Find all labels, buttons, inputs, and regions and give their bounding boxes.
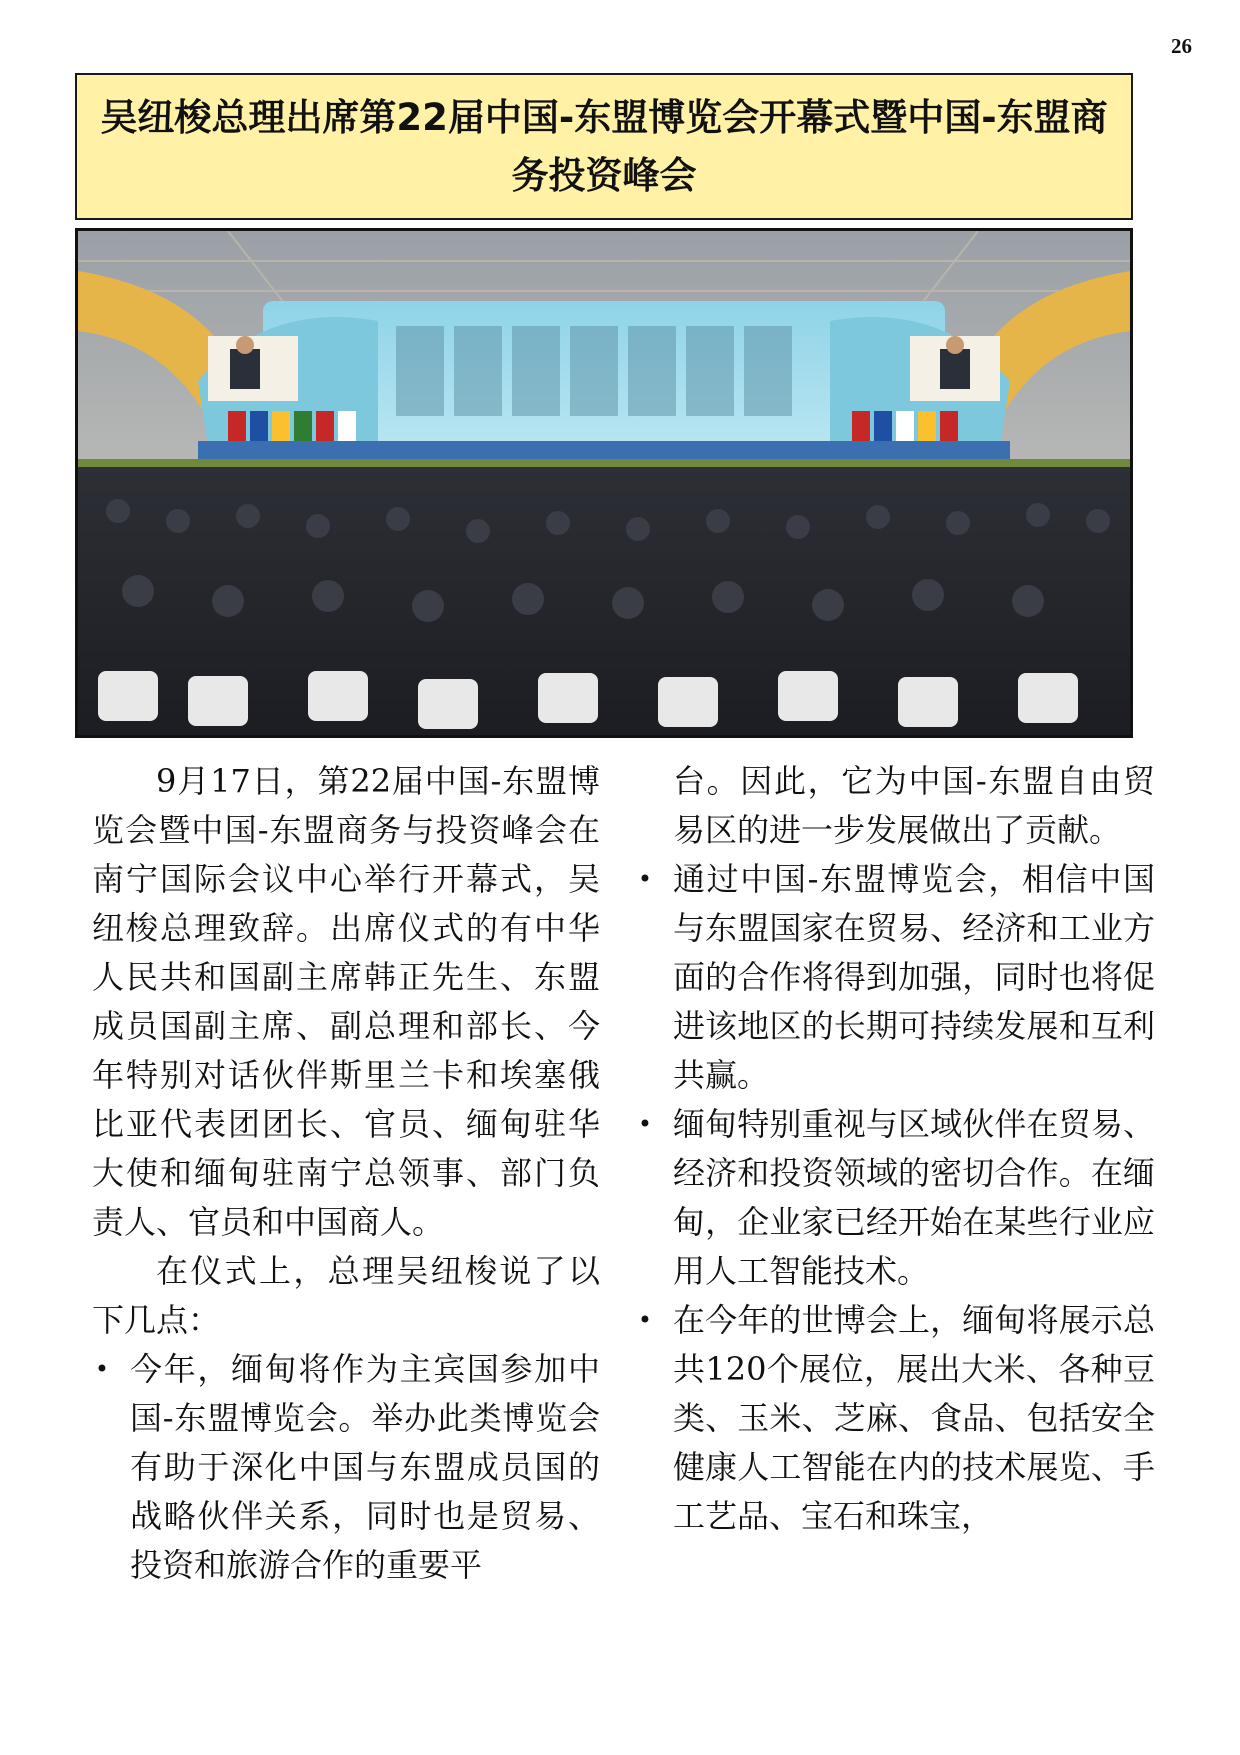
- left-bullet-list: [92, 1345, 600, 1590]
- bullet-text: 台。因此，它为中国-东盟自由贸易区的进一步发展做出了贡献。: [673, 762, 1155, 849]
- list-item: [92, 1345, 600, 1590]
- page-number: 26: [1171, 34, 1192, 58]
- right-column: [635, 757, 1155, 1541]
- bullet-dot-icon: •: [637, 1110, 653, 1138]
- headline: 吴纽梭总理出席第22届中国-东盟博览会开幕式暨中国-东盟商务投资峰会: [100, 95, 1108, 197]
- headline-box: [75, 73, 1133, 220]
- list-item: [635, 855, 1155, 1100]
- intro-paragraph: 9月17日，第22届中国-东盟博览会暨中国-东盟商务与投资峰会在南宁国际会议中心举行开幕式，吴纽梭总理致辞。出席仪式的有中华人民共和国副主席韩正先生、东盟成员国副主席、副总理和部长、今年特别对话伙伴斯里兰卡和埃塞俄比亚代表团团长、官员、缅甸驻华大使和缅甸驻南宁总领事、部门负责人、官员和中国商人。: [92, 762, 600, 1241]
- right-bullet-list: [635, 757, 1155, 1541]
- bullet-text: 缅甸特别重视与区域伙伴在贸易、经济和投资领域的密切合作。在缅甸，企业家已经开始在某些行业应用人工智能技术。: [673, 1105, 1155, 1290]
- bullet-text: 今年，缅甸将作为主宾国参加中国-东盟博览会。举办此类博览会有助于深化中国与东盟成员国的战略伙伴关系，同时也是贸易、投资和旅游合作的重要平: [130, 1350, 600, 1584]
- bullet-dot-icon: •: [637, 865, 653, 893]
- bullet-text: 通过中国-东盟博览会，相信中国与东盟国家在贸易、经济和工业方面的合作将得到加强，同时也将促进该地区的长期可持续发展和互利共赢。: [673, 860, 1155, 1094]
- list-item-continuation: [635, 757, 1155, 855]
- remarks-intro-paragraph: 在仪式上，总理吴纽梭说了以下几点：: [92, 1252, 600, 1339]
- list-item: [635, 1296, 1155, 1541]
- bullet-dot-icon: •: [94, 1355, 110, 1383]
- bullet-dot-icon: •: [637, 1306, 653, 1334]
- conference-hall-illustration: [78, 231, 1130, 735]
- bullet-text: 在今年的世博会上，缅甸将展示总共120个展位，展出大米、各种豆类、玉米、芝麻、食品、包括安全健康人工智能在内的技术展览、手工艺品、宝石和珠宝，: [673, 1301, 1155, 1535]
- left-column: [92, 757, 600, 1590]
- list-item: [635, 1100, 1155, 1296]
- conference-hall-photo: [75, 228, 1133, 738]
